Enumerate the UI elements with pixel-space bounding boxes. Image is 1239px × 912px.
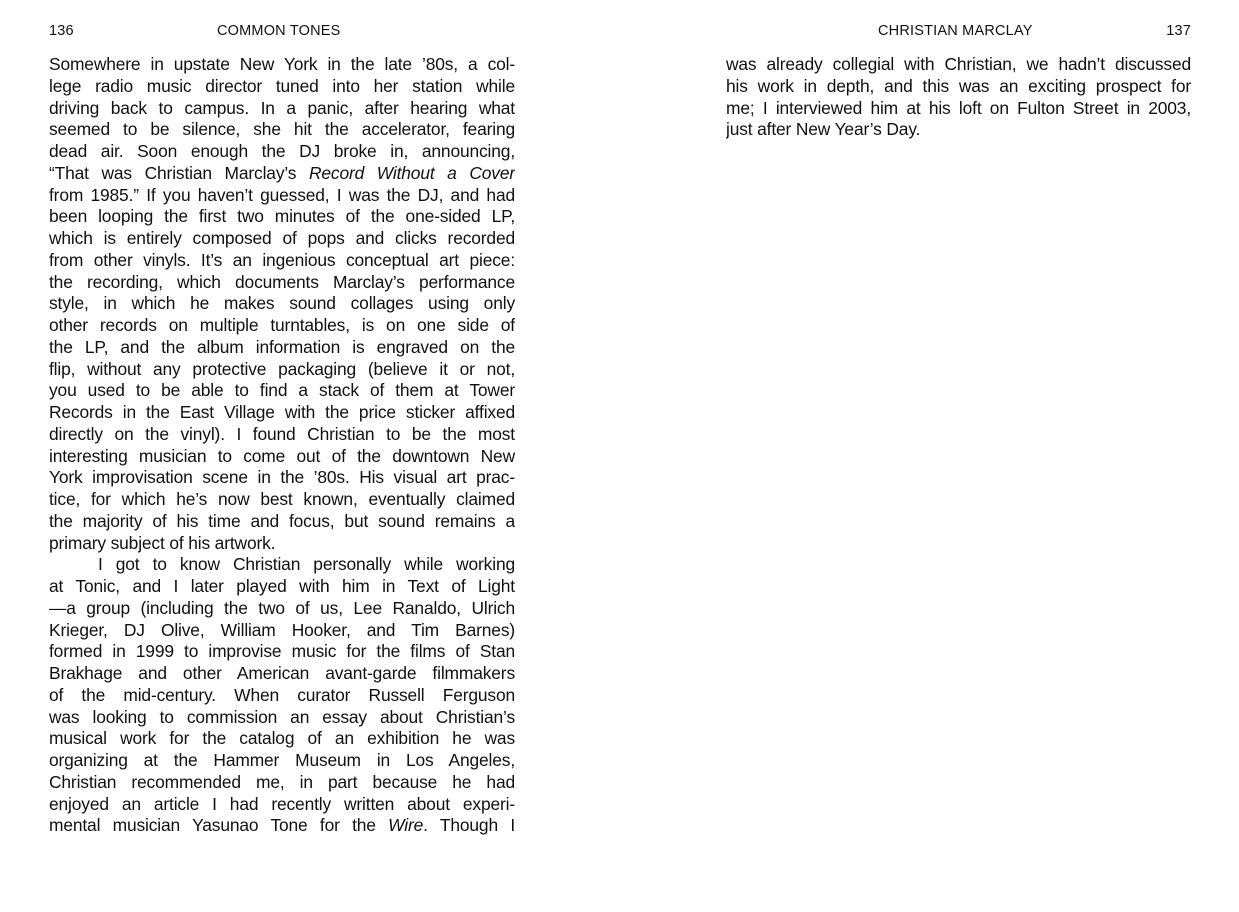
text-line: the LP, and the album information is engraved on the (49, 336, 515, 357)
text-line: was looking to commission an essay about Christian’s (49, 706, 515, 727)
left-body-text (49, 54, 515, 837)
text-line: seemed to be silence, she hit the accelerator, fearing (49, 119, 515, 140)
text-line: which is entirely composed of pops and clicks recorded (49, 228, 515, 248)
text-line: style, in which he makes sound collages using only (49, 293, 515, 314)
text-line: from other vinyls. It’s an ingenious conceptual art piece: (49, 249, 515, 270)
text-line: directly on the vinyl). I found Christian to be the most (49, 423, 515, 444)
text-line: at Tonic, and I later played with him in Text of Light (49, 576, 515, 596)
italic-title-record-without-a-cover: Record Without a Cover (308, 162, 515, 183)
right-running-title: CHRISTIAN MARCLAY (878, 23, 1033, 39)
text-line: his work in depth, and this was an exciting prospect for (726, 75, 1191, 96)
text-line: from 1985.” If you haven’t guessed, I was the DJ, and had (49, 184, 515, 205)
right-page (726, 0, 1191, 912)
paragraph-2 (49, 554, 515, 837)
text-line: Christian recommended me, in part because he had (49, 771, 515, 792)
left-running-head (49, 22, 515, 40)
left-page-number: 136 (49, 23, 74, 39)
text-line: was already collegial with Christian, we hadn’t discussed (726, 54, 1191, 74)
text-line: flip, without any protective packaging (believe it or not, (49, 358, 515, 379)
text-line: the recording, which documents Marclay’s performance (49, 271, 515, 292)
italic-title-wire: Wire (388, 815, 424, 836)
text-line: just after New Year’s Day. (726, 119, 921, 140)
left-running-title: COMMON TONES (217, 23, 341, 39)
text-run: mental musician Yasunao Tone for the (49, 815, 389, 836)
text-line: you used to be able to find a stack of them at Tower (49, 380, 515, 401)
text-line: Brakhage and other American avant-garde filmmakers (49, 663, 515, 683)
left-page (49, 0, 515, 912)
text-line: —a group (including the two of us, Lee Ranaldo, Ulrich (49, 597, 515, 618)
text-line: enjoyed an article I had recently written about experi- (49, 793, 515, 814)
text-line: other records on multiple turntables, is on one side of (49, 315, 515, 335)
text-run: “That was Christian Marclay’s (49, 162, 309, 183)
text-line: formed in 1999 to improvise music for the films of Stan (49, 641, 515, 662)
text-line: the majority of his time and focus, but sound remains a (49, 510, 515, 531)
text-line: me; I interviewed him at his loft on Fulton Street in 2003, (726, 97, 1191, 118)
paragraph-continued (726, 54, 1191, 141)
text-line: Krieger, DJ Olive, William Hooker, and Tim Barnes) (49, 619, 515, 640)
text-line: of the mid-century. When curator Russell Ferguson (49, 684, 515, 705)
text-line: primary subject of his artwork. (49, 532, 276, 553)
text-line: musical work for the catalog of an exhibition he was (49, 728, 515, 749)
text-line: Somewhere in upstate New York in the late ’80s, a col- (49, 54, 515, 74)
text-line: I got to know Christian personally while working (98, 554, 515, 575)
text-line: York improvisation scene in the ’80s. His visual art prac- (49, 467, 515, 488)
paragraph-1 (49, 54, 515, 554)
text-line: interesting musician to come out of the downtown New (49, 445, 515, 466)
text-line: organizing at the Hammer Museum in Los Angeles, (49, 750, 515, 770)
text-line: dead air. Soon enough the DJ broke in, announcing, (49, 141, 515, 161)
right-running-head (726, 22, 1191, 40)
text-run: . Though I (423, 815, 515, 836)
right-page-number: 137 (1166, 23, 1191, 39)
text-line: driving back to campus. In a panic, after hearing what (49, 97, 515, 118)
text-line: Records in the East Village with the price sticker affixed (49, 402, 515, 422)
text-line (49, 163, 515, 185)
text-line: tice, for which he’s now best known, eventually claimed (49, 489, 515, 509)
text-line: lege radio music director tuned into her station while (49, 75, 515, 96)
right-body-text (726, 54, 1191, 141)
text-line: been looping the first two minutes of the one-sided LP, (49, 206, 515, 227)
text-line (49, 815, 515, 837)
